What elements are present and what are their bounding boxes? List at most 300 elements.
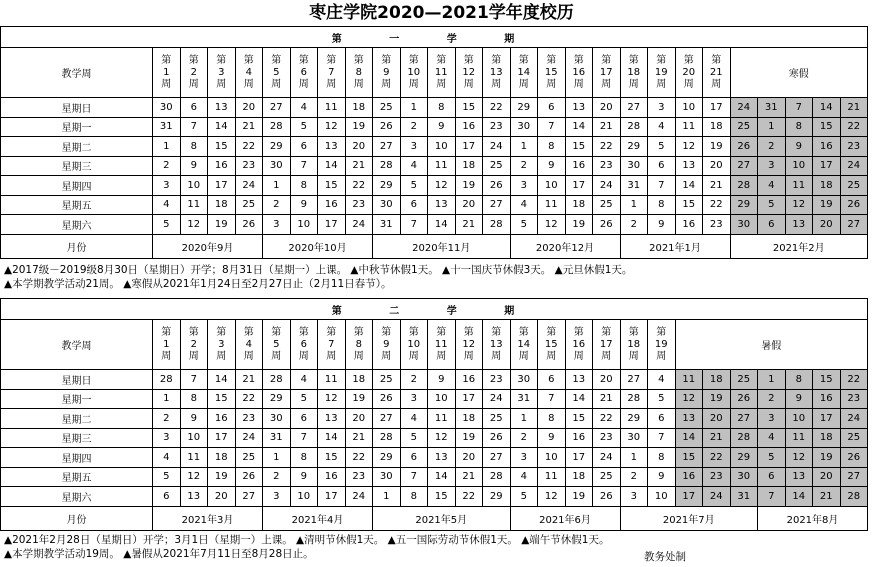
- note-line: ▲本学期教学活动21周。 ▲寒假从2021年1月24日至2月27日止（2月11日春节）。: [4, 278, 392, 290]
- week-label: 第 17 周: [599, 54, 613, 90]
- day-cell: 29: [373, 176, 401, 196]
- day-cell: 21: [235, 370, 263, 390]
- weekday-label: 星期四: [1, 176, 153, 196]
- day-cell: 20: [345, 409, 373, 429]
- day-cell: 25: [593, 195, 621, 215]
- day-cell: 31: [620, 176, 648, 196]
- vacation-day-cell: 27: [840, 467, 868, 487]
- day-cell: 13: [675, 156, 703, 176]
- week-label: 第 3 周: [216, 54, 227, 90]
- day-cell: 6: [538, 370, 566, 390]
- day-cell: 1: [510, 137, 538, 157]
- vacation-day-cell: 15: [813, 370, 841, 390]
- day-cell: 21: [345, 156, 373, 176]
- day-cell: 2: [153, 156, 181, 176]
- week-label: 第 13 周: [489, 326, 503, 362]
- week-label: 第 6 周: [298, 54, 309, 90]
- day-cell: 5: [290, 389, 318, 409]
- day-cell: 21: [593, 389, 621, 409]
- week-label: 第 18 周: [627, 54, 641, 90]
- day-cell: 14: [318, 156, 346, 176]
- day-cell: 14: [208, 117, 236, 137]
- day-cell: 8: [180, 137, 208, 157]
- day-cell: 17: [455, 137, 483, 157]
- day-cell: 28: [620, 389, 648, 409]
- vacation-day-cell: 29: [730, 448, 758, 468]
- day-cell: 21: [455, 215, 483, 235]
- day-cell: 18: [455, 156, 483, 176]
- note-line: ▲本学期教学活动19周。 ▲暑假从2021年7月11日至8月28日止。: [4, 548, 314, 560]
- week-header: [620, 320, 648, 370]
- vacation-day-cell: 27: [840, 215, 868, 235]
- day-cell: 14: [565, 389, 593, 409]
- day-cell: 16: [455, 370, 483, 390]
- vacation-day-cell: 9: [785, 389, 813, 409]
- day-cell: 5: [153, 215, 181, 235]
- day-cell: 16: [675, 215, 703, 235]
- day-cell: 15: [208, 389, 236, 409]
- vacation-day-cell: 11: [785, 428, 813, 448]
- week-label: 第 14 周: [517, 326, 531, 362]
- vacation-day-cell: 3: [758, 156, 786, 176]
- day-cell: 4: [400, 409, 428, 429]
- vacation-day-cell: 8: [785, 117, 813, 137]
- day-cell: 14: [565, 117, 593, 137]
- week-header: [593, 48, 621, 98]
- day-cell: 26: [235, 467, 263, 487]
- weekday-label: 星期一: [1, 389, 153, 409]
- month-cell: 2021年1月: [620, 234, 730, 258]
- vacation-day-cell: 21: [840, 98, 868, 118]
- week-label: 第 19 周: [654, 326, 668, 362]
- vacation-day-cell: 2: [758, 389, 786, 409]
- day-cell: 22: [235, 137, 263, 157]
- note-line: ▲2021年2月28日（星期日）开学；3月1日（星期一）上课。 ▲清明节休假1天。 ▲五一国际劳动节休假1天。 ▲端午节休假1天。: [4, 534, 610, 546]
- day-cell: 28: [153, 370, 181, 390]
- weekday-label: 星期六: [1, 487, 153, 507]
- month-cell: 2021年2月: [730, 234, 868, 258]
- day-cell: 20: [455, 195, 483, 215]
- day-cell: 13: [180, 487, 208, 507]
- day-cell: 7: [538, 389, 566, 409]
- day-cell: 29: [263, 389, 291, 409]
- day-cell: 29: [483, 487, 511, 507]
- day-cell: 4: [153, 448, 181, 468]
- vacation-day-cell: 28: [730, 176, 758, 196]
- vacation-day-cell: 20: [813, 467, 841, 487]
- day-cell: 16: [208, 409, 236, 429]
- week-header: [455, 48, 483, 98]
- day-cell: 30: [620, 156, 648, 176]
- day-cell: 3: [400, 137, 428, 157]
- day-cell: 13: [565, 98, 593, 118]
- day-cell: 14: [428, 215, 456, 235]
- day-cell: 31: [373, 215, 401, 235]
- day-cell: 17: [565, 448, 593, 468]
- day-cell: 3: [648, 98, 676, 118]
- day-cell: 7: [180, 117, 208, 137]
- month-cell: 2021年8月: [758, 506, 868, 530]
- week-header: [180, 320, 208, 370]
- week-header: [510, 320, 538, 370]
- week-label: 第 9 周: [381, 54, 392, 90]
- semester-heading: 第 一 学 期: [1, 27, 868, 48]
- day-cell: 4: [290, 370, 318, 390]
- day-cell: 4: [153, 195, 181, 215]
- day-cell: 26: [373, 389, 401, 409]
- day-cell: 27: [483, 195, 511, 215]
- day-cell: 22: [455, 487, 483, 507]
- day-cell: 19: [455, 176, 483, 196]
- day-cell: 23: [235, 156, 263, 176]
- day-cell: 1: [263, 176, 291, 196]
- day-cell: 18: [345, 370, 373, 390]
- day-cell: 15: [428, 487, 456, 507]
- day-cell: 29: [373, 448, 401, 468]
- weekday-label: 星期日: [1, 98, 153, 118]
- day-cell: 8: [538, 137, 566, 157]
- day-cell: 5: [510, 215, 538, 235]
- weekday-label: 星期二: [1, 137, 153, 157]
- semester-heading: 第 二 学 期: [1, 299, 868, 320]
- day-cell: 18: [565, 195, 593, 215]
- day-cell: 22: [345, 176, 373, 196]
- vacation-day-cell: 17: [813, 156, 841, 176]
- day-cell: 11: [428, 156, 456, 176]
- day-cell: 9: [648, 467, 676, 487]
- day-cell: 27: [620, 98, 648, 118]
- day-cell: 15: [565, 137, 593, 157]
- day-cell: 25: [235, 448, 263, 468]
- vacation-day-cell: 24: [703, 487, 731, 507]
- week-header: [648, 320, 676, 370]
- vacation-day-cell: 23: [840, 389, 868, 409]
- day-cell: 8: [538, 409, 566, 429]
- week-header: [675, 48, 703, 98]
- day-cell: 22: [593, 137, 621, 157]
- day-cell: 15: [565, 409, 593, 429]
- week-header: [483, 48, 511, 98]
- vacation-day-cell: 26: [840, 195, 868, 215]
- day-cell: 4: [290, 98, 318, 118]
- week-label: 第 17 周: [599, 326, 613, 362]
- day-cell: 18: [565, 467, 593, 487]
- day-cell: 24: [483, 389, 511, 409]
- day-cell: 3: [153, 428, 181, 448]
- day-cell: 17: [565, 176, 593, 196]
- day-cell: 15: [318, 448, 346, 468]
- day-cell: 1: [400, 98, 428, 118]
- day-cell: 25: [483, 156, 511, 176]
- week-header: [263, 48, 291, 98]
- vacation-day-cell: 17: [675, 487, 703, 507]
- month-cell: 2020年9月: [153, 234, 263, 258]
- week-label: 第 7 周: [326, 54, 337, 90]
- day-cell: 12: [428, 428, 456, 448]
- day-cell: 31: [510, 389, 538, 409]
- month-cell: 2021年5月: [373, 506, 511, 530]
- day-cell: 13: [565, 370, 593, 390]
- day-cell: 12: [675, 137, 703, 157]
- day-cell: 29: [620, 137, 648, 157]
- day-cell: 7: [290, 428, 318, 448]
- day-cell: 28: [620, 117, 648, 137]
- day-cell: 15: [318, 176, 346, 196]
- week-header: [593, 320, 621, 370]
- vacation-day-cell: 24: [840, 409, 868, 429]
- vacation-day-cell: 10: [785, 156, 813, 176]
- day-cell: 10: [648, 487, 676, 507]
- weekday-label: 星期五: [1, 195, 153, 215]
- day-cell: 28: [373, 156, 401, 176]
- semester-1-table: [0, 26, 868, 259]
- day-cell: 28: [373, 428, 401, 448]
- day-cell: 11: [428, 409, 456, 429]
- day-cell: 20: [208, 487, 236, 507]
- day-cell: 15: [208, 137, 236, 157]
- day-cell: 8: [428, 98, 456, 118]
- day-cell: 26: [483, 176, 511, 196]
- vacation-day-cell: 25: [730, 370, 758, 390]
- day-cell: 1: [153, 389, 181, 409]
- vacation-day-cell: 5: [758, 195, 786, 215]
- day-cell: 13: [318, 409, 346, 429]
- day-cell: 13: [428, 195, 456, 215]
- day-cell: 16: [565, 156, 593, 176]
- day-cell: 10: [538, 176, 566, 196]
- day-cell: 16: [318, 467, 346, 487]
- day-cell: 10: [428, 389, 456, 409]
- day-cell: 27: [373, 137, 401, 157]
- day-cell: 27: [235, 487, 263, 507]
- day-cell: 21: [345, 428, 373, 448]
- day-cell: 4: [648, 370, 676, 390]
- day-cell: 6: [538, 98, 566, 118]
- month-cell: 2020年12月: [510, 234, 620, 258]
- week-label: 第 16 周: [572, 326, 586, 362]
- day-cell: 2: [400, 370, 428, 390]
- day-cell: 23: [345, 467, 373, 487]
- day-cell: 17: [318, 487, 346, 507]
- week-header: [180, 48, 208, 98]
- day-cell: 10: [180, 176, 208, 196]
- vacation-day-cell: 31: [730, 487, 758, 507]
- week-label: 第 1 周: [161, 54, 172, 90]
- day-cell: 8: [180, 389, 208, 409]
- day-cell: 7: [400, 467, 428, 487]
- day-cell: 23: [593, 428, 621, 448]
- day-cell: 18: [703, 117, 731, 137]
- day-cell: 5: [290, 117, 318, 137]
- day-cell: 10: [428, 137, 456, 157]
- day-cell: 24: [593, 176, 621, 196]
- week-header: [345, 48, 373, 98]
- day-cell: 24: [345, 215, 373, 235]
- day-cell: 24: [593, 448, 621, 468]
- day-cell: 2: [153, 409, 181, 429]
- day-cell: 19: [345, 389, 373, 409]
- day-cell: 6: [153, 487, 181, 507]
- day-cell: 20: [455, 448, 483, 468]
- day-cell: 22: [345, 448, 373, 468]
- day-cell: 19: [208, 215, 236, 235]
- week-label: 第 2 周: [188, 54, 199, 90]
- day-cell: 1: [263, 448, 291, 468]
- month-cell: 2020年10月: [263, 234, 373, 258]
- week-label: 第 10 周: [407, 54, 421, 90]
- day-cell: 11: [538, 195, 566, 215]
- day-cell: 12: [318, 117, 346, 137]
- day-cell: 30: [373, 467, 401, 487]
- day-cell: 30: [263, 409, 291, 429]
- week-label: 第 1 周: [161, 326, 172, 362]
- day-cell: 7: [180, 370, 208, 390]
- month-cell: 2020年11月: [373, 234, 511, 258]
- month-row-label: 月份: [1, 506, 153, 530]
- week-label: 第 11 周: [434, 326, 448, 362]
- vacation-day-cell: 9: [785, 137, 813, 157]
- day-cell: 29: [263, 137, 291, 157]
- week-header: [235, 320, 263, 370]
- vacation-day-cell: 18: [813, 176, 841, 196]
- week-header: [538, 48, 566, 98]
- week-label: 第 15 周: [544, 54, 558, 90]
- day-cell: 3: [510, 176, 538, 196]
- day-cell: 31: [263, 428, 291, 448]
- day-cell: 9: [180, 156, 208, 176]
- vacation-day-cell: 6: [758, 467, 786, 487]
- day-cell: 19: [703, 137, 731, 157]
- day-cell: 30: [373, 195, 401, 215]
- vacation-day-cell: 4: [758, 176, 786, 196]
- day-cell: 6: [400, 448, 428, 468]
- week-header: [510, 48, 538, 98]
- day-cell: 14: [318, 428, 346, 448]
- day-cell: 5: [510, 487, 538, 507]
- day-cell: 20: [345, 137, 373, 157]
- day-cell: 23: [483, 117, 511, 137]
- vacation-day-cell: 23: [703, 467, 731, 487]
- week-header: [373, 48, 401, 98]
- vacation-day-cell: 30: [730, 215, 758, 235]
- day-cell: 17: [208, 428, 236, 448]
- week-label: 第 3 周: [216, 326, 227, 362]
- week-header: [620, 48, 648, 98]
- month-cell: 2021年6月: [510, 506, 620, 530]
- vacation-day-cell: 20: [813, 215, 841, 235]
- vacation-day-cell: 27: [730, 156, 758, 176]
- day-cell: 25: [373, 98, 401, 118]
- vacation-label: 暑假: [675, 320, 868, 370]
- day-cell: 16: [565, 428, 593, 448]
- week-label: 第 13 周: [489, 54, 503, 90]
- day-cell: 3: [153, 176, 181, 196]
- week-header: [263, 320, 291, 370]
- day-cell: 12: [538, 215, 566, 235]
- week-header: [648, 48, 676, 98]
- week-label: 第 7 周: [326, 326, 337, 362]
- week-header: [565, 320, 593, 370]
- day-cell: 16: [208, 156, 236, 176]
- week-header: [290, 48, 318, 98]
- day-cell: 7: [648, 428, 676, 448]
- day-cell: 11: [538, 467, 566, 487]
- week-row-label: 教学周: [1, 48, 153, 98]
- day-cell: 10: [180, 428, 208, 448]
- vacation-day-cell: 12: [675, 389, 703, 409]
- day-cell: 5: [648, 137, 676, 157]
- day-cell: 1: [620, 448, 648, 468]
- day-cell: 2: [620, 215, 648, 235]
- day-cell: 8: [290, 176, 318, 196]
- vacation-day-cell: 11: [675, 370, 703, 390]
- day-cell: 5: [400, 428, 428, 448]
- week-label: 第 9 周: [381, 326, 392, 362]
- day-cell: 3: [263, 215, 291, 235]
- day-cell: 5: [153, 467, 181, 487]
- vacation-day-cell: 6: [758, 215, 786, 235]
- vacation-day-cell: 23: [840, 137, 868, 157]
- day-cell: 22: [703, 195, 731, 215]
- day-cell: 4: [510, 195, 538, 215]
- day-cell: 9: [428, 117, 456, 137]
- week-label: 第 12 周: [462, 54, 476, 90]
- day-cell: 21: [703, 176, 731, 196]
- day-cell: 17: [455, 389, 483, 409]
- day-cell: 27: [263, 98, 291, 118]
- week-label: 第 19 周: [654, 54, 668, 90]
- week-header: [428, 48, 456, 98]
- day-cell: 30: [153, 98, 181, 118]
- day-cell: 6: [400, 195, 428, 215]
- vacation-day-cell: 8: [785, 370, 813, 390]
- day-cell: 21: [235, 117, 263, 137]
- day-cell: 2: [620, 467, 648, 487]
- week-header: [373, 320, 401, 370]
- vacation-label: 寒假: [730, 48, 868, 98]
- issuer-label: 教务处制: [644, 551, 686, 563]
- vacation-day-cell: 7: [785, 98, 813, 118]
- day-cell: 23: [235, 409, 263, 429]
- week-row-label: 教学周: [1, 320, 153, 370]
- vacation-day-cell: 27: [730, 409, 758, 429]
- vacation-day-cell: 2: [758, 137, 786, 157]
- vacation-day-cell: 24: [730, 98, 758, 118]
- vacation-day-cell: 19: [703, 389, 731, 409]
- day-cell: 19: [208, 467, 236, 487]
- weekday-label: 星期三: [1, 428, 153, 448]
- day-cell: 25: [483, 409, 511, 429]
- week-label: 第 6 周: [298, 326, 309, 362]
- month-cell: 2021年7月: [620, 506, 758, 530]
- day-cell: 11: [675, 117, 703, 137]
- day-cell: 9: [538, 428, 566, 448]
- day-cell: 9: [290, 195, 318, 215]
- weekday-label: 星期日: [1, 370, 153, 390]
- weekday-label: 星期六: [1, 215, 153, 235]
- vacation-day-cell: 25: [840, 176, 868, 196]
- vacation-day-cell: 13: [675, 409, 703, 429]
- week-label: 第 8 周: [353, 326, 364, 362]
- week-label: 第 10 周: [407, 326, 421, 362]
- day-cell: 4: [510, 467, 538, 487]
- day-cell: 9: [290, 467, 318, 487]
- week-header: [290, 320, 318, 370]
- day-cell: 18: [208, 448, 236, 468]
- day-cell: 19: [565, 487, 593, 507]
- day-cell: 12: [180, 467, 208, 487]
- week-header: [703, 48, 731, 98]
